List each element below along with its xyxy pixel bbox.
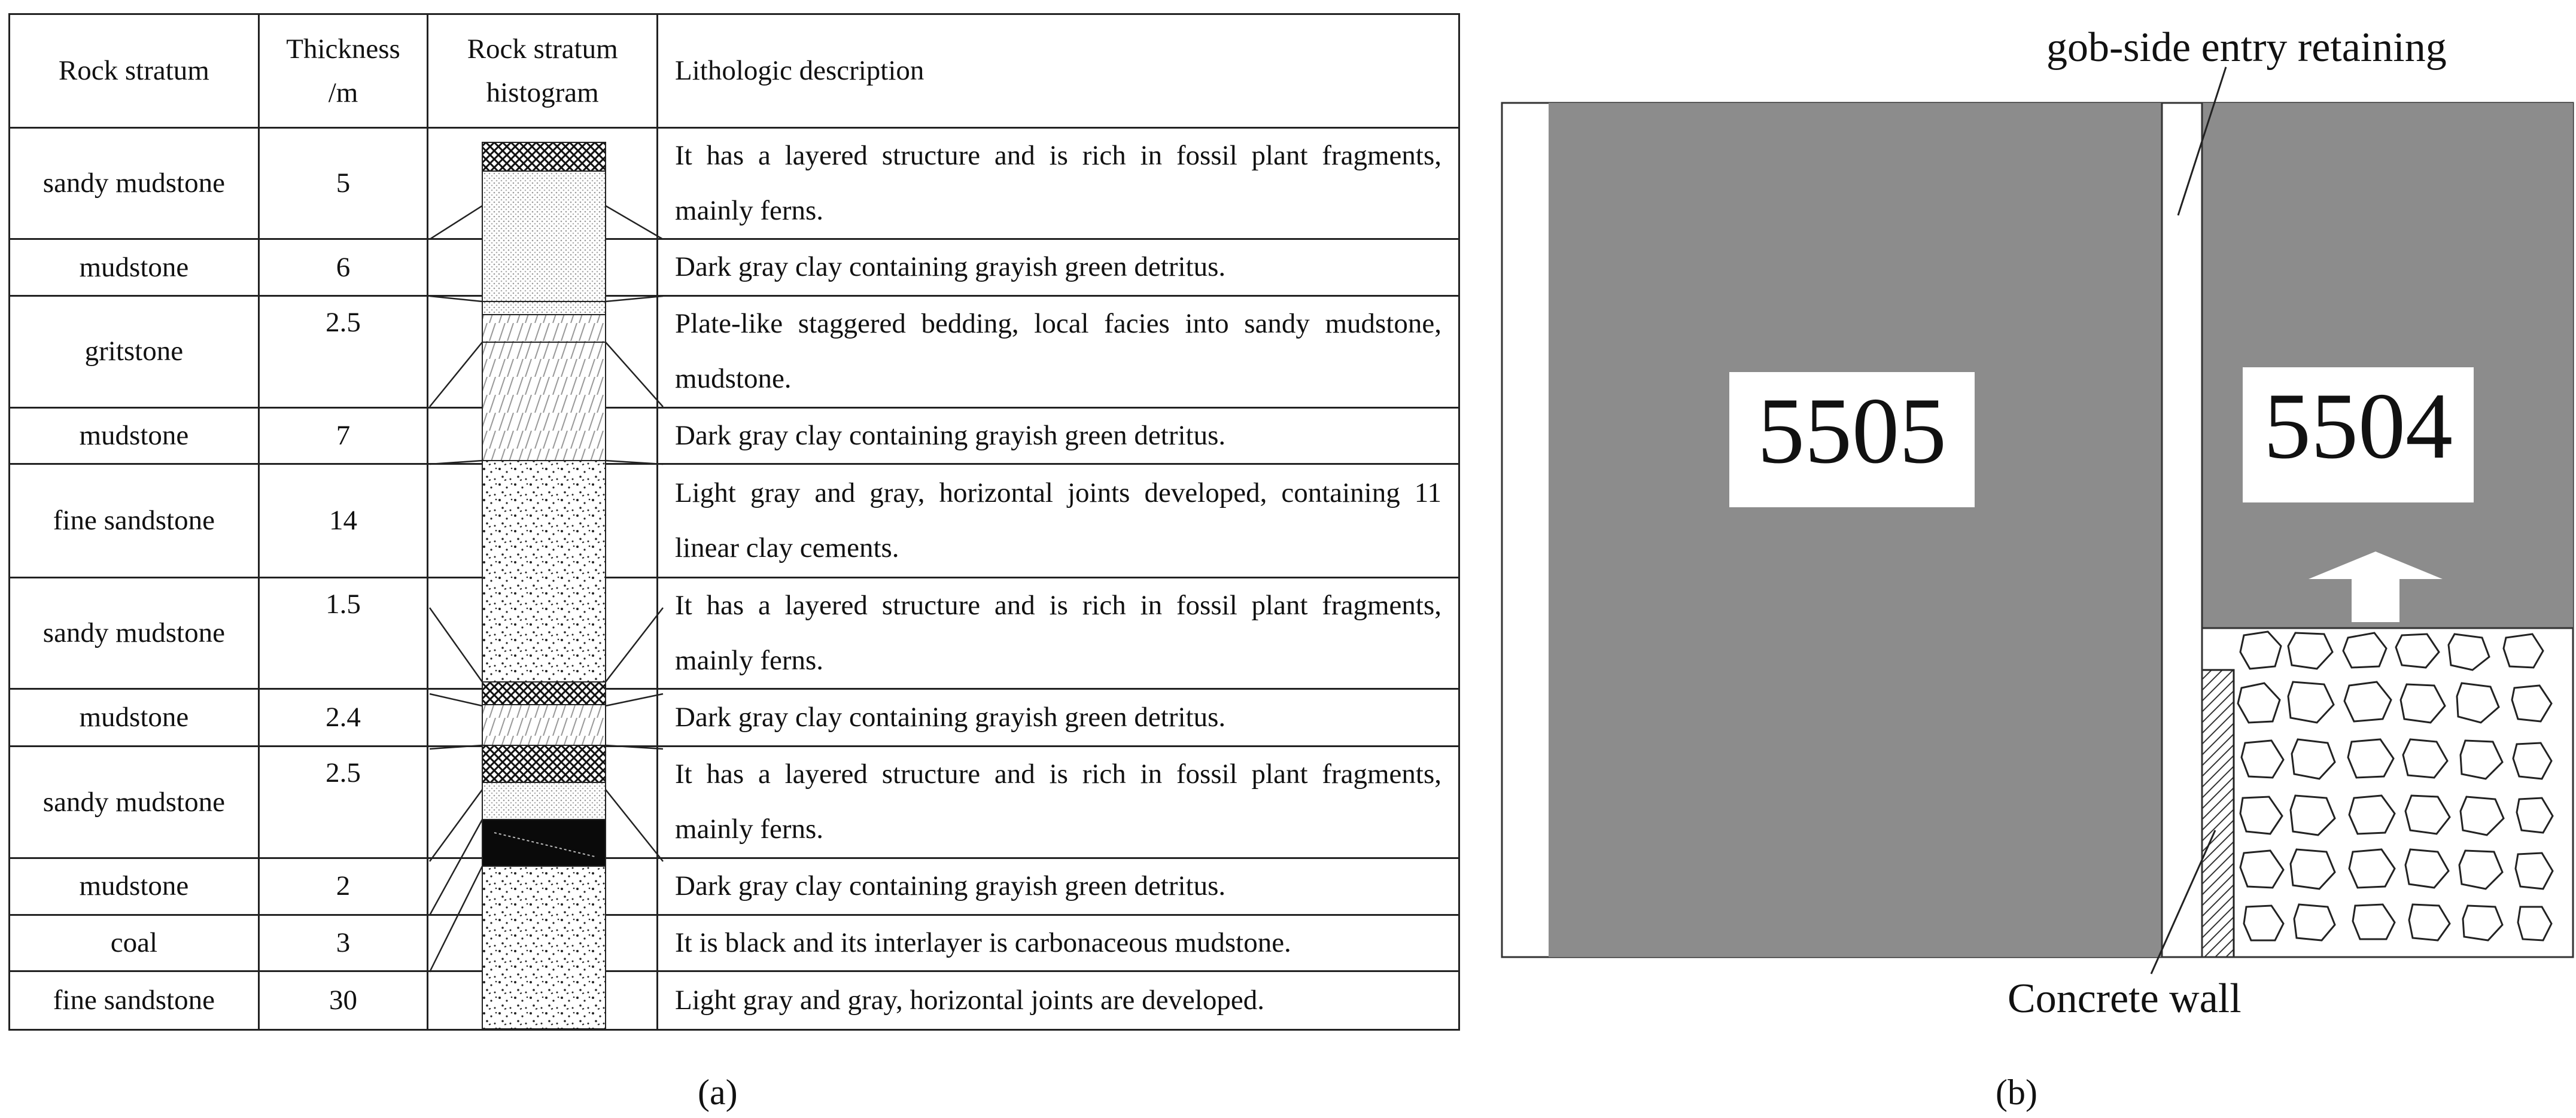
row-histogram-cell <box>428 747 658 858</box>
row-stratum: mudstone <box>10 407 259 464</box>
row-description: Dark gray clay containing grayish green detritus. <box>658 407 1459 464</box>
strata-row <box>10 747 1459 858</box>
row-description: Light gray and gray, horizontal joints are developed. <box>658 971 1459 1030</box>
row-stratum: fine sandstone <box>10 464 259 578</box>
row-description: Dark gray clay containing grayish green detritus. <box>658 689 1459 747</box>
strata-row <box>10 296 1459 407</box>
header-thickness <box>258 14 428 128</box>
row-description: It is black and its interlayer is carbonaceous mudstone. <box>658 915 1459 971</box>
row-stratum: sandy mudstone <box>10 128 259 239</box>
row-stratum: mudstone <box>10 689 259 747</box>
strata-row <box>10 239 1459 296</box>
face-label-5504: 5504 <box>2243 367 2474 502</box>
label-concrete-wall: Concrete wall <box>2008 976 2242 1022</box>
panel-plan <box>1460 0 2576 1118</box>
row-description: Light gray and gray, horizontal joints developed, containing 11 linear clay cements. <box>658 464 1459 578</box>
strata-row <box>10 407 1459 464</box>
row-thickness: 30 <box>258 971 428 1030</box>
row-description: It has a layered structure and is rich in fossil plant fragments, mainly ferns. <box>658 578 1459 689</box>
row-thickness: 2.4 <box>258 689 428 747</box>
row-stratum: mudstone <box>10 858 259 915</box>
row-description: Dark gray clay containing grayish green detritus. <box>658 239 1459 296</box>
header-histogram-line1: Rock stratum <box>467 33 618 65</box>
row-thickness: 2 <box>258 858 428 915</box>
row-stratum: coal <box>10 915 259 971</box>
strata-row <box>10 578 1459 689</box>
row-stratum: gritstone <box>10 296 259 407</box>
row-description: It has a layered structure and is rich in fossil plant fragments, mainly ferns. <box>658 128 1459 239</box>
row-histogram-cell <box>428 128 658 239</box>
row-histogram-cell <box>428 858 658 915</box>
row-stratum: mudstone <box>10 239 259 296</box>
row-description: It has a layered structure and is rich in fossil plant fragments, mainly ferns. <box>658 747 1459 858</box>
label-gob-side-entry: gob-side entry retaining <box>2046 25 2447 71</box>
caption-b: (b) <box>1996 1073 2037 1112</box>
row-description: Plate-like staggered bedding, local facies into sandy mudstone, mudstone. <box>658 296 1459 407</box>
row-thickness: 5 <box>258 128 428 239</box>
caption-a: (a) <box>698 1073 738 1112</box>
header-thickness-line2: /m <box>328 77 358 108</box>
strata-row <box>10 464 1459 578</box>
header-histogram-line2: histogram <box>486 77 599 108</box>
row-histogram-cell <box>428 407 658 464</box>
header-thickness-line1: Thickness <box>286 33 400 65</box>
strata-row <box>10 915 1459 971</box>
row-thickness: 2.5 <box>258 296 428 407</box>
row-histogram-cell <box>428 464 658 578</box>
row-description: Dark gray clay containing grayish green detritus. <box>658 858 1459 915</box>
strata-header-row <box>10 14 1459 128</box>
coal-face-5504 <box>2202 103 2573 628</box>
row-histogram-cell <box>428 915 658 971</box>
row-histogram-cell <box>428 689 658 747</box>
strata-table <box>8 13 1460 1031</box>
row-thickness: 6 <box>258 239 428 296</box>
header-histogram <box>428 14 658 128</box>
row-histogram-cell <box>428 239 658 296</box>
plan-drawing <box>1460 0 2576 1118</box>
row-histogram-cell <box>428 578 658 689</box>
row-thickness: 3 <box>258 915 428 971</box>
row-thickness: 2.5 <box>258 747 428 858</box>
strata-row <box>10 128 1459 239</box>
row-thickness: 1.5 <box>258 578 428 689</box>
header-description: Lithologic description <box>658 14 1459 128</box>
header-stratum: Rock stratum <box>10 14 259 128</box>
row-stratum: fine sandstone <box>10 971 259 1030</box>
concrete-wall <box>2202 670 2234 957</box>
face-label-5505: 5505 <box>1729 372 1975 507</box>
strata-row <box>10 971 1459 1030</box>
row-histogram-cell <box>428 971 658 1030</box>
row-stratum: sandy mudstone <box>10 578 259 689</box>
row-thickness: 7 <box>258 407 428 464</box>
row-histogram-cell <box>428 296 658 407</box>
strata-row <box>10 858 1459 915</box>
strata-row <box>10 689 1459 747</box>
coal-face-5505 <box>1549 103 2162 957</box>
row-thickness: 14 <box>258 464 428 578</box>
row-stratum: sandy mudstone <box>10 747 259 858</box>
